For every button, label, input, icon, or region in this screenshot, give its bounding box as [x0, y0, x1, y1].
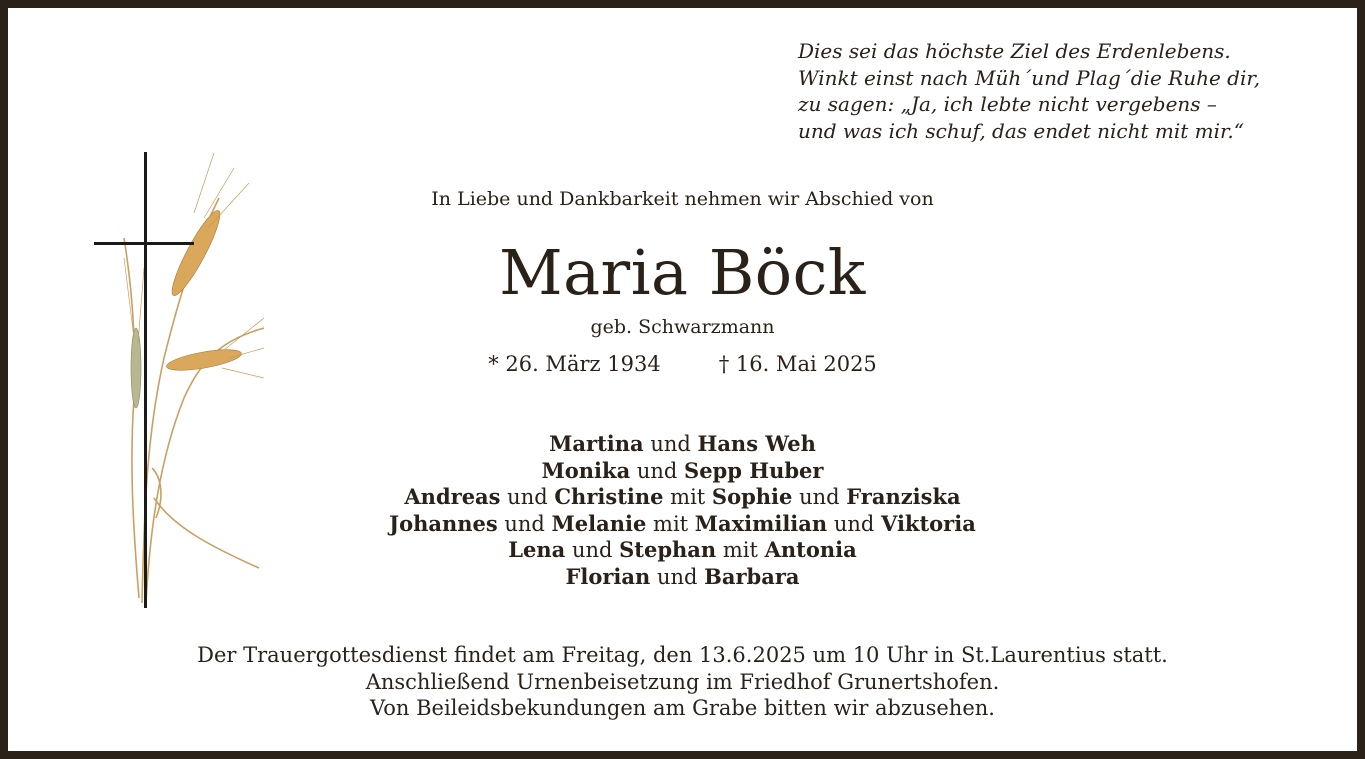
family-line [8, 511, 1357, 538]
deceased-name: Maria Böck [499, 236, 866, 309]
family-member-name: Sophie [711, 484, 793, 509]
family-line [8, 458, 1357, 485]
poem [798, 38, 1338, 144]
birth-date: * 26. März 1934 [488, 352, 661, 376]
family-connector: und [643, 432, 698, 456]
family-member-name: Hans Weh [697, 431, 816, 456]
family-member-name: Andreas [404, 484, 501, 509]
poem-line: Dies sei das höchste Ziel des Erdenlebens. [798, 39, 1231, 63]
poem-line: und was ich schuf, das endet nicht mit mir.“ [798, 118, 1244, 143]
family-connector: mit [716, 538, 765, 562]
maiden-name: geb. Schwarzmann [590, 316, 775, 338]
family-member-name: Martina [549, 431, 644, 456]
intro-text: In Liebe und Dankbarkeit nehmen wir Abschied von [431, 188, 934, 210]
family-connector: mit [663, 485, 712, 509]
family-connector: und [630, 458, 685, 483]
family-connector: und [650, 564, 705, 589]
family-connector: mit [646, 511, 695, 536]
family-connector: und [500, 485, 555, 509]
poem-line: zu sagen: „Ja, ich lebte nicht vergebens – [798, 92, 1217, 116]
service-line: Der Trauergottesdienst findet am Freitag, den 13.6.2025 um 10 Uhr in St.Laurentius statt. [197, 643, 1168, 667]
family-member-name: Lena [508, 537, 566, 562]
family-line [8, 484, 1357, 511]
family-connector: und [497, 511, 552, 536]
service-line: Anschließend Urnenbeisetzung im Friedhof Grunertshofen. [365, 669, 1000, 694]
family-line [8, 564, 1357, 591]
family-line [8, 431, 1357, 458]
life-dates [8, 352, 1357, 376]
family-member-name: Franziska [846, 484, 961, 509]
service-line: Von Beileidsbekundungen am Grabe bitten wir abzusehen. [370, 696, 995, 720]
family-connector: und [792, 485, 847, 509]
family-member-name: Maximilian [694, 510, 828, 536]
death-date: † 16. Mai 2025 [718, 352, 877, 376]
family-connector: und [827, 511, 882, 536]
family-line [8, 537, 1357, 564]
family-connector: und [565, 538, 620, 562]
poem-line: Winkt einst nach Müh´und Plag´die Ruhe dir, [798, 65, 1261, 90]
family-member-name: Barbara [704, 563, 800, 589]
obituary-notice [8, 8, 1357, 751]
family-member-name: Stephan [619, 537, 717, 562]
family-member-name: Christine [554, 484, 664, 509]
family-member-name: Antonia [764, 537, 857, 562]
family-member-name: Johannes [389, 510, 498, 536]
family-member-name: Monika [541, 457, 631, 483]
family-member-name: Viktoria [881, 510, 976, 536]
service-info [8, 642, 1357, 722]
family-list [8, 431, 1357, 590]
family-member-name: Florian [565, 563, 651, 589]
family-member-name: Melanie [551, 510, 647, 536]
family-member-name: Sepp Huber [684, 457, 824, 483]
